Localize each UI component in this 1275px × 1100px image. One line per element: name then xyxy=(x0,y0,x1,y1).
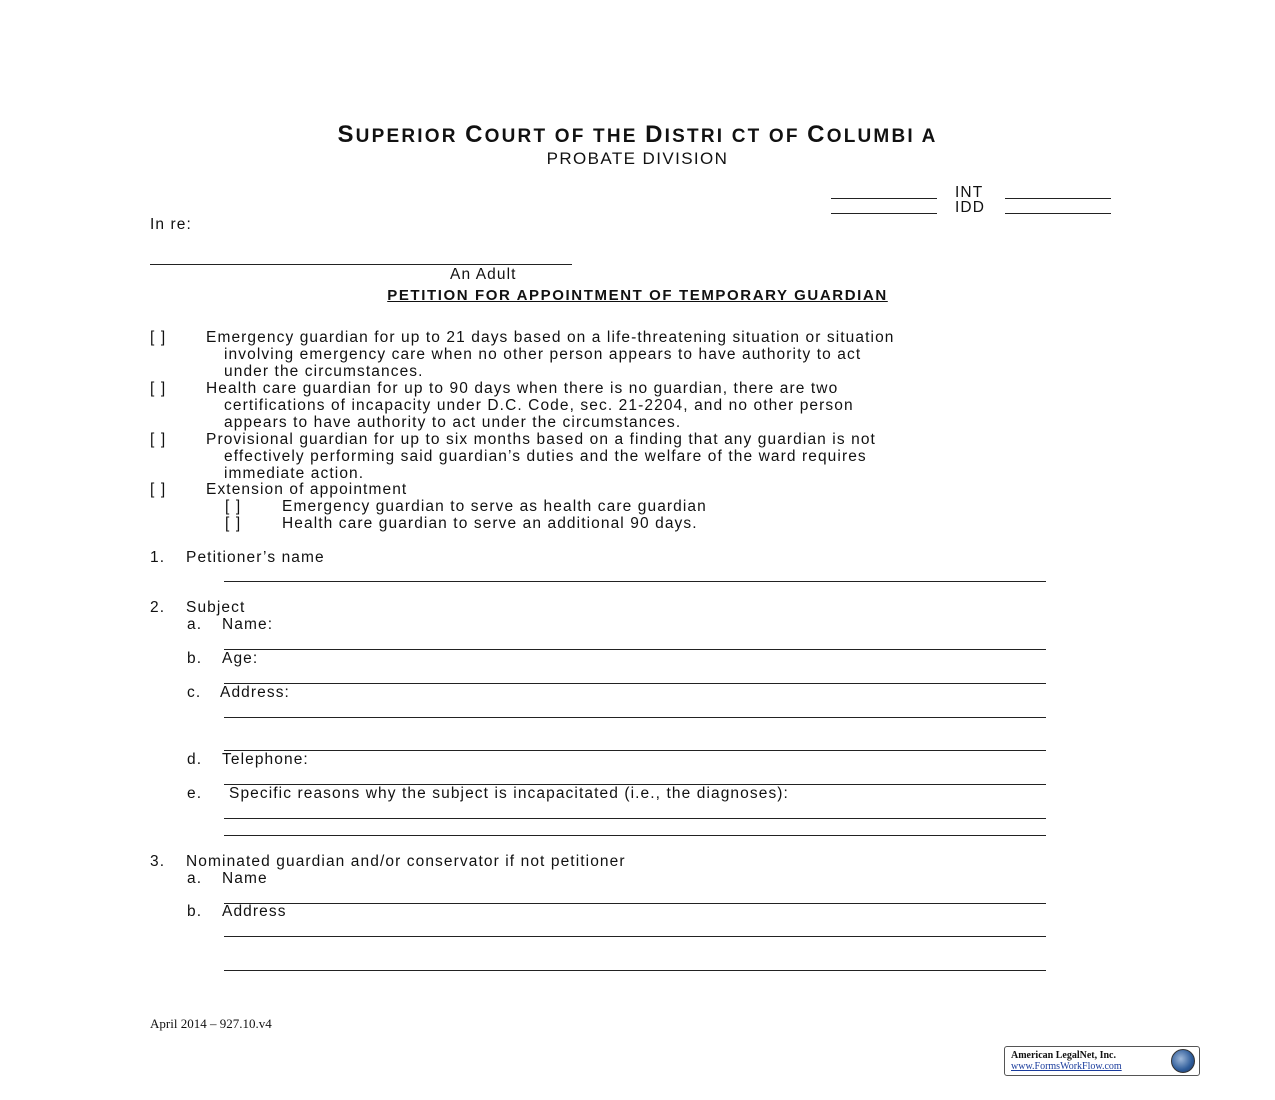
petition-title: PETITION FOR APPOINTMENT OF TEMPORARY GUARDIAN xyxy=(387,287,888,304)
sub-letter: d. xyxy=(187,751,203,768)
int-right-line[interactable] xyxy=(1005,198,1111,199)
subject-age-line[interactable] xyxy=(224,683,1046,684)
subject-name-label: Name: xyxy=(222,616,274,633)
subject-reasons-label: Specific reasons why the subject is incapacitated (i.e., the diagnoses): xyxy=(229,785,789,802)
idd-right-line[interactable] xyxy=(1005,213,1111,214)
idd-left-line[interactable] xyxy=(831,213,937,214)
item-number: 2. xyxy=(150,599,166,616)
court-title-part: UPERIOR xyxy=(355,126,466,147)
item-number: 1. xyxy=(150,549,166,566)
nominated-guardian-label: Nominated guardian and/or conservator if not petitioner xyxy=(186,853,626,870)
court-title-part: C xyxy=(807,121,827,148)
option-health-care-text: certifications of incapacity under D.C. Code, sec. 21-2204, and no other person xyxy=(224,397,854,414)
option-health-care-checkbox[interactable]: [ ] xyxy=(150,380,167,397)
subject-reasons-line-1[interactable] xyxy=(224,818,1046,819)
option-emergency-text: under the circumstances. xyxy=(224,363,424,380)
form-version: April 2014 – 927.10.v4 xyxy=(150,1016,272,1031)
court-title-part: D xyxy=(645,121,665,148)
sub-letter: b. xyxy=(187,903,203,920)
item-number: 3. xyxy=(150,853,166,870)
nominated-address-line-2[interactable] xyxy=(224,970,1046,971)
court-title-part: OLUMBI A xyxy=(826,126,938,147)
int-label: INT xyxy=(955,184,984,201)
option-extension-text: Extension of appointment xyxy=(206,481,408,498)
idd-label: IDD xyxy=(955,199,985,216)
subject-reasons-line-2[interactable] xyxy=(224,835,1046,836)
nominated-address-line-1[interactable] xyxy=(224,936,1046,937)
subject-name-line[interactable] xyxy=(224,649,1046,650)
nominated-name-label: Name xyxy=(222,870,268,887)
sub-letter: e. xyxy=(187,785,203,802)
sub-option-health-care-checkbox[interactable]: [ ] xyxy=(225,515,242,532)
court-title-part: S xyxy=(337,121,356,148)
sub-letter: a. xyxy=(187,616,203,633)
nominated-name-line[interactable] xyxy=(224,903,1046,904)
option-health-care-text: appears to have authority to act under the circumstances. xyxy=(224,414,682,431)
nominated-address-label: Address xyxy=(222,903,287,920)
option-emergency-checkbox[interactable]: [ ] xyxy=(150,329,167,346)
int-left-line[interactable] xyxy=(831,198,937,199)
court-title-part: ISTRI CT OF xyxy=(664,126,808,147)
sub-letter: c. xyxy=(187,684,202,701)
subject-age-label: Age: xyxy=(222,650,259,667)
option-extension-checkbox[interactable]: [ ] xyxy=(150,481,167,498)
option-provisional-text: Provisional guardian for up to six months based on a finding that any guardian is not xyxy=(206,431,876,448)
logo-url-link[interactable]: www.FormsWorkFlow.com xyxy=(1011,1061,1122,1072)
division-title: PROBATE DIVISION xyxy=(546,149,729,168)
option-emergency-text: involving emergency care when no other person appears to have authority to act xyxy=(224,346,862,363)
subject-label: Subject xyxy=(186,599,246,616)
an-adult-label: An Adult xyxy=(450,266,517,283)
subject-address-label: Address: xyxy=(220,684,290,701)
globe-icon xyxy=(1171,1049,1195,1073)
subject-address-line-1[interactable] xyxy=(224,717,1046,718)
sub-option-emergency-text: Emergency guardian to serve as health care guardian xyxy=(282,498,707,515)
option-provisional-text: immediate action. xyxy=(224,465,365,482)
petitioner-name-line[interactable] xyxy=(224,581,1046,582)
court-title xyxy=(0,121,1275,149)
subject-address-line-2[interactable] xyxy=(224,750,1046,751)
option-provisional-text: effectively performing said guardian’s duties and the welfare of the ward requires xyxy=(224,448,867,465)
sub-letter: b. xyxy=(187,650,203,667)
sub-option-health-care-text: Health care guardian to serve an additional 90 days. xyxy=(282,515,698,532)
in-re-label: In re: xyxy=(150,216,192,233)
option-emergency-text: Emergency guardian for up to 21 days based on a life-threatening situation or situation xyxy=(206,329,895,346)
americanlegalnet-logo[interactable] xyxy=(1004,1046,1200,1076)
option-provisional-checkbox[interactable]: [ ] xyxy=(150,431,167,448)
option-health-care-text: Health care guardian for up to 90 days when there is no guardian, there are two xyxy=(206,380,839,397)
sub-option-emergency-checkbox[interactable]: [ ] xyxy=(225,498,242,515)
petitioner-name-label: Petitioner’s name xyxy=(186,549,325,566)
court-title-part: OURT OF THE xyxy=(484,126,646,147)
respondent-name-line[interactable] xyxy=(150,264,572,265)
court-title-part: C xyxy=(465,121,485,148)
logo-company-name: American LegalNet, Inc. xyxy=(1011,1050,1116,1061)
subject-telephone-label: Telephone: xyxy=(222,751,309,768)
sub-letter: a. xyxy=(187,870,203,887)
